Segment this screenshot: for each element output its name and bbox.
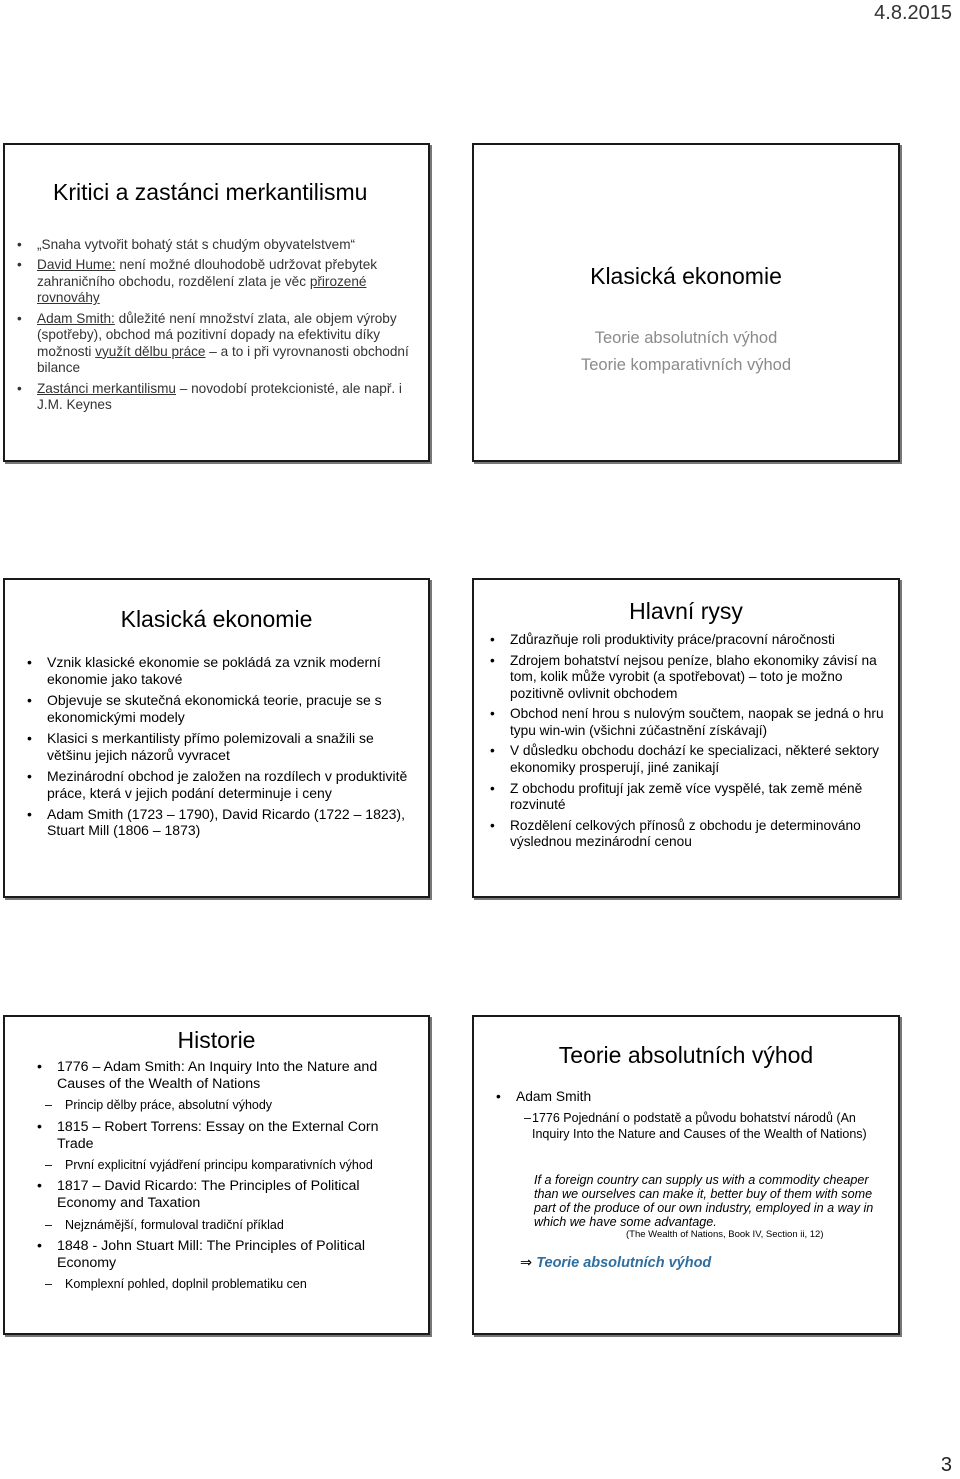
list-item xyxy=(486,632,888,649)
list-item xyxy=(33,1238,413,1272)
bullet-text: není možné dlouhodobě udržovat přebytek zahraničního obchodu, rozdělení zlata je věc xyxy=(37,257,378,289)
slide-klasicka-ekonomie xyxy=(3,578,430,898)
bullet-text: Klasici s merkantilisty přímo polemizovali a snažili se většinu jejich názorů vyvracet xyxy=(47,729,374,763)
bullet-text: Mezinárodní obchod je založen na rozdílech v produktivitě práce, která v jejich podání determinuje i ceny xyxy=(47,767,408,801)
sub-bullet-text: Princip dělby práce, absolutní výhody xyxy=(65,1098,273,1113)
list-item xyxy=(33,1119,413,1153)
page-number: 3 xyxy=(940,1454,952,1476)
quote-text: If a foreign country can supply us with a commodity cheaper than we ourselves can make it, better buy of them with some part of the produce of our own industry, employed in a way in which we have some advantage. xyxy=(534,1173,874,1230)
subtitle-line: Teorie komparativních výhod xyxy=(580,356,792,375)
slide-title: Kritici a zastánci merkantilismu xyxy=(53,179,368,205)
quote-citation: (The Wealth of Nations, Book IV, Section ii, 12) xyxy=(626,1229,824,1240)
slide-title: Hlavní rysy xyxy=(629,598,743,624)
bullet-text: Zdůrazňuje roli produktivity práce/pracovní náročnosti xyxy=(510,632,835,647)
slide-teorie-absolutnich-vyhod xyxy=(472,1015,900,1335)
bullet-text: Z obchodu profitují jak země více vyspělé, tak země méně rozvinuté xyxy=(510,780,863,813)
list-item xyxy=(33,1178,413,1212)
bullet-text: V důsledku obchodu dochází ke specializaci, některé sektory ekonomiky prosperují, jiné zanikají xyxy=(510,743,880,776)
sub-bullet-text: 1776 Pojednání o podstatě a původu bohatství národů (An Inquiry Into the Nature and Causes of the Wealth of Nations) xyxy=(532,1110,867,1141)
subtitle-line: Teorie absolutních výhod xyxy=(594,329,778,347)
bullet-text: Objevuje se skutečná ekonomická teorie, pracuje se s ekonomickými modely xyxy=(47,691,382,725)
slide-title: Klasická ekonomie xyxy=(120,606,313,632)
bullet-emphasis: využít dělbu práce xyxy=(95,343,206,359)
arrow-icon: ⇒ xyxy=(520,1255,533,1271)
list-item xyxy=(23,654,413,688)
bullet-list xyxy=(492,1089,882,1147)
list-item xyxy=(13,237,418,253)
sub-list-item xyxy=(9,1097,413,1113)
bullet-list xyxy=(23,654,413,843)
bullet-text: 1776 – Adam Smith: An Inquiry Into the Nature and Causes of the Wealth of Nations xyxy=(57,1059,378,1093)
sub-bullet-text: První explicitní vyjádření principu komparativních výhod xyxy=(65,1157,373,1172)
list-item xyxy=(13,381,418,414)
bullet-emphasis: přirozené rovnováhy xyxy=(37,273,367,306)
bullet-list xyxy=(486,632,888,855)
bullet-text: Obchod není hrou s nulovým součtem, naopak se jedná o hru typu win-win (všichni zúčastnění získávají) xyxy=(510,706,884,738)
bullet-name: Adam Smith: xyxy=(37,310,115,326)
sub-list-item xyxy=(9,1157,413,1173)
bullet-text: „Snaha vytvořit bohatý stát s chudým obyvatelstvem“ xyxy=(37,237,356,252)
bullet-text: 1815 – Robert Torrens: Essay on the External Corn Trade xyxy=(57,1118,379,1152)
list-item xyxy=(13,311,418,377)
list-item xyxy=(486,653,888,703)
slide-hlavni-rysy xyxy=(472,578,900,898)
bullet-text: důležité není množství zlata, ale objem výroby (spotřeby), obchod má pozitivní dopady na efektivitu díky možnosti xyxy=(37,310,397,359)
list-item xyxy=(33,1059,413,1093)
list-item xyxy=(486,706,888,739)
bullet-text: 1817 – David Ricardo: The Principles of Political Economy and Taxation xyxy=(57,1178,360,1212)
bullet-text: Adam Smith xyxy=(516,1089,592,1104)
sub-list-item xyxy=(9,1217,413,1233)
sub-bullet-text: Komplexní pohled, doplnil problematiku cen xyxy=(65,1277,307,1292)
list-item xyxy=(23,806,413,840)
bullet-text: Rozdělení celkových přínosů z obchodu je determinováno výslednou mezinárodní cenou xyxy=(510,817,861,850)
sub-list-item xyxy=(9,1276,413,1292)
slide-historie xyxy=(3,1015,430,1335)
bullet-name: Zastánci merkantilismu xyxy=(37,380,176,396)
bullet-text: – novodobí protekcionisté, ale např. i J.M. Keynes xyxy=(37,380,402,412)
page-date: 4.8.2015 xyxy=(874,2,952,24)
bullet-text: Adam Smith (1723 – 1790), David Ricardo (1722 – 1823), Stuart Mill (1806 – 1873) xyxy=(47,805,405,839)
slide-title: Klasická ekonomie xyxy=(590,263,782,289)
list-item xyxy=(486,781,888,814)
list-item xyxy=(492,1089,882,1106)
sub-bullet-text: Nejznámější, formuloval tradiční příklad xyxy=(65,1217,284,1232)
bullet-list xyxy=(13,237,418,417)
conclusion-text: Teorie absolutních výhod xyxy=(536,1255,712,1271)
list-item xyxy=(486,743,888,776)
bullet-text: Vznik klasické ekonomie se pokládá za vznik moderní ekonomie jako takové xyxy=(47,654,381,687)
slide-klasicka-ekonomie-uvod xyxy=(472,143,900,462)
list-item xyxy=(486,818,888,851)
sub-list-item xyxy=(488,1110,882,1143)
bullet-text: Zdrojem bohatství nejsou peníze, blaho ekonomiky závisí na tom, kolik může vyrobit (a spotřebovat) – toto je možno pozitivně ovlivnit obchodem xyxy=(510,652,877,701)
slide-subtitle xyxy=(474,325,898,379)
list-item xyxy=(23,730,413,764)
bullet-list xyxy=(33,1059,413,1297)
bullet-text: 1848 - John Stuart Mill: The Principles of Political Economy xyxy=(57,1237,366,1271)
bullet-name: David Hume: xyxy=(37,257,116,273)
slide-title: Teorie absolutních výhod xyxy=(558,1042,814,1068)
list-item xyxy=(13,257,418,306)
conclusion-line xyxy=(520,1255,711,1271)
list-item xyxy=(23,768,413,802)
bullet-text: – a to i při vyrovnanosti obchodní bilance xyxy=(37,343,409,376)
slide-title: Historie xyxy=(177,1027,256,1053)
slide-kritici-merkantilismu xyxy=(3,143,430,462)
list-item xyxy=(23,692,413,726)
